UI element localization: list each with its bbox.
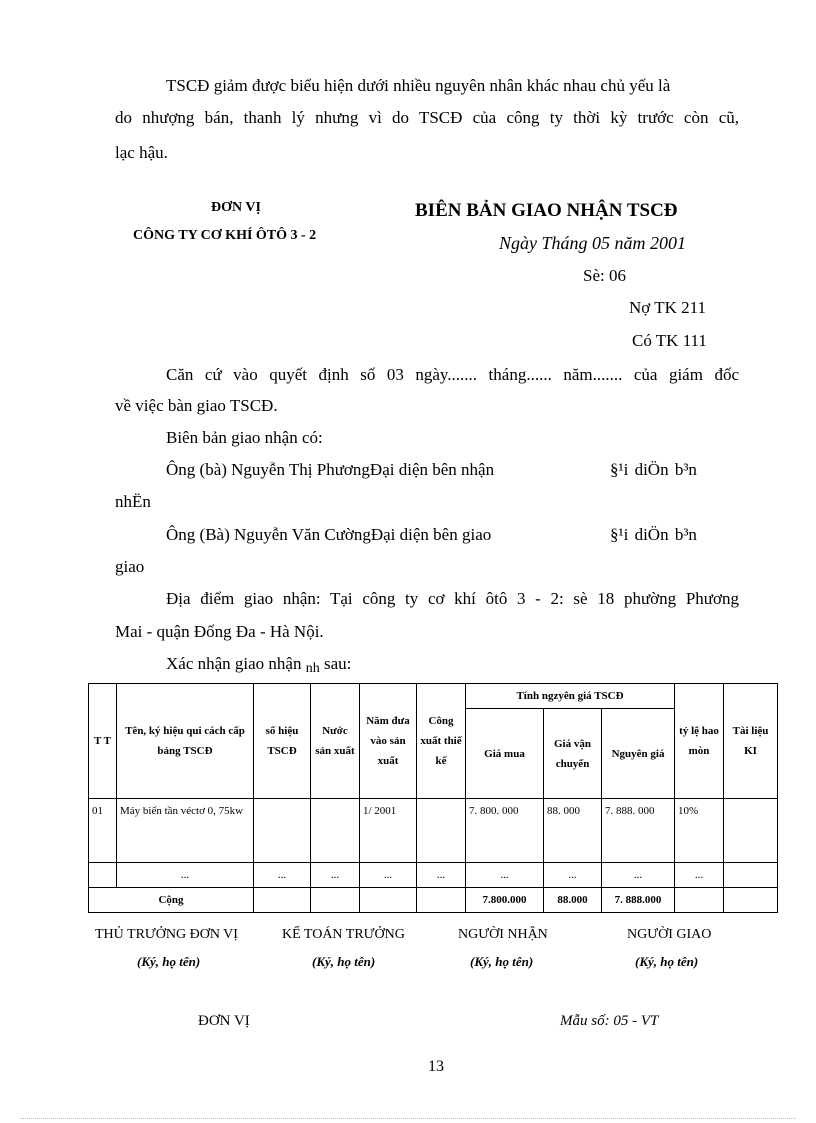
cell-name: ... (117, 863, 254, 888)
cell-original: 7. 888. 000 (602, 799, 675, 863)
confirm-b: nh (305, 661, 320, 676)
page-number: 13 (428, 1058, 444, 1075)
giver-wrap: giao (115, 557, 145, 576)
header-name: Tên, ký hiệu qui cách cấp bảng TSCĐ (117, 684, 254, 799)
header-original-price: Nguyên giá (602, 709, 675, 799)
intro-line-1: TSCĐ giảm được biểu hiện dưới nhiều nguyên nhân khác nhau chủ yếu là (166, 76, 671, 95)
giver-line: Ông (Bà) Nguyễn Văn CườngĐại diện bên giao (166, 525, 492, 544)
basis-line-1: Căn cứ vào quyết định số 03 ngày....... tháng...... năm....... của giám đốc (166, 365, 739, 384)
header-buy-price: Giá mua (466, 709, 544, 799)
cell-depr: 10% (675, 799, 724, 863)
cell-capacity (417, 799, 466, 863)
unit-label: ĐƠN VỊ (211, 200, 261, 215)
header-tt: T T (89, 684, 117, 799)
total-transport: 88.000 (544, 888, 602, 913)
cell-tt (89, 863, 117, 888)
asset-table (88, 683, 778, 913)
location-line-1: Địa điểm giao nhận: Tại công ty cơ khí ôtô 3 - 2: sè 18 phường Phương (166, 589, 739, 608)
cell-empty (417, 888, 466, 913)
signature-note: (Ký, họ tên) (137, 954, 201, 969)
cell-buy: 7. 800. 000 (466, 799, 544, 863)
table-row (89, 863, 778, 888)
cell-empty (724, 888, 778, 913)
receiver-wrap: nhËn (115, 492, 151, 511)
intro-line-3: lạc hậu. (115, 143, 168, 162)
confirm-line (166, 654, 351, 674)
cell-country (311, 799, 360, 863)
cell-docs (724, 799, 778, 863)
cell-transport: 88. 000 (544, 799, 602, 863)
cell-empty (360, 888, 417, 913)
total-buy: 7.800.000 (466, 888, 544, 913)
signature-role: NGƯỜI GIAO (627, 927, 712, 942)
signature-note: (Ký, họ tên) (635, 954, 699, 969)
footer-unit-label: ĐƠN VỊ (198, 1013, 250, 1029)
signature-note: (Ký, họ tên) (470, 954, 534, 969)
cell-original: ... (602, 863, 675, 888)
cell-year: ... (360, 863, 417, 888)
cell-depr: ... (675, 863, 724, 888)
cell-code: ... (254, 863, 311, 888)
cell-buy: ... (466, 863, 544, 888)
total-original: 7. 888.000 (602, 888, 675, 913)
location-line-2: Mai - quận Đống Đa - Hà Nội. (115, 622, 324, 641)
cell-code (254, 799, 311, 863)
giver-garbled: §¹i diÖn b³n (610, 525, 697, 544)
document-title: BIÊN BẢN GIAO NHẬN TSCĐ (415, 200, 678, 221)
cell-empty (254, 888, 311, 913)
header-year: Năm đưa vào sản xuất (360, 684, 417, 799)
signature-role: NGƯỜI NHẬN (458, 927, 548, 942)
signature-role: KẾ TOÁN TRƯỞNG (282, 927, 405, 942)
form-number: Mẫu số: 05 - VT (560, 1013, 659, 1029)
cell-empty (311, 888, 360, 913)
signature-note: (Ký, họ tên) (312, 954, 376, 969)
cell-capacity: ... (417, 863, 466, 888)
cell-tt: 01 (89, 799, 117, 863)
header-transport-cost: Giá vận chuyển (544, 709, 602, 799)
total-row (89, 888, 778, 913)
debit-account: Nợ TK 211 (629, 298, 706, 317)
cell-year: 1/ 2001 (360, 799, 417, 863)
intro-line-2: do nhượng bán, thanh lý nhưng vì do TSCĐ của công ty thời kỳ trước còn cũ, (115, 108, 739, 127)
credit-account: Có TK 111 (632, 331, 707, 350)
header-code: số hiệu TSCĐ (254, 684, 311, 799)
cell-name: Máy biến tần véctơ 0, 75kw (117, 799, 254, 863)
minutes-intro: Biên bản giao nhận có: (166, 428, 323, 447)
confirm-c: sau: (323, 654, 352, 673)
cell-transport: ... (544, 863, 602, 888)
receiver-line: Ông (bà) Nguyễn Thị PhươngĐại diện bên nhận (166, 460, 495, 479)
receiver-garbled: §¹i diÖn b³n (610, 460, 697, 479)
cell-docs (724, 863, 778, 888)
total-label: Cộng (89, 888, 254, 913)
header-capacity: Công xuất thiế kế (417, 684, 466, 799)
page-divider (20, 1118, 796, 1119)
header-depreciation: tỷ lệ hao mòn (675, 684, 724, 799)
cell-empty (675, 888, 724, 913)
header-original-price-group: Tính ngzyên giá TSCĐ (466, 684, 675, 709)
company-name: CÔNG TY CƠ KHÍ ÔTÔ 3 - 2 (133, 228, 317, 243)
header-documents: Tài liệu KI (724, 684, 778, 799)
table-row (89, 799, 778, 863)
confirm-a: Xác nhận giao nhận (166, 654, 302, 673)
basis-line-2: về việc bàn giao TSCĐ. (115, 396, 278, 415)
document-number: Sè: 06 (583, 266, 626, 285)
cell-country: ... (311, 863, 360, 888)
header-country: Nước sản xuất (311, 684, 360, 799)
document-date: Ngày Tháng 05 năm 2001 (499, 233, 687, 253)
signature-role: THỦ TRƯỞNG ĐƠN VỊ (95, 927, 238, 942)
